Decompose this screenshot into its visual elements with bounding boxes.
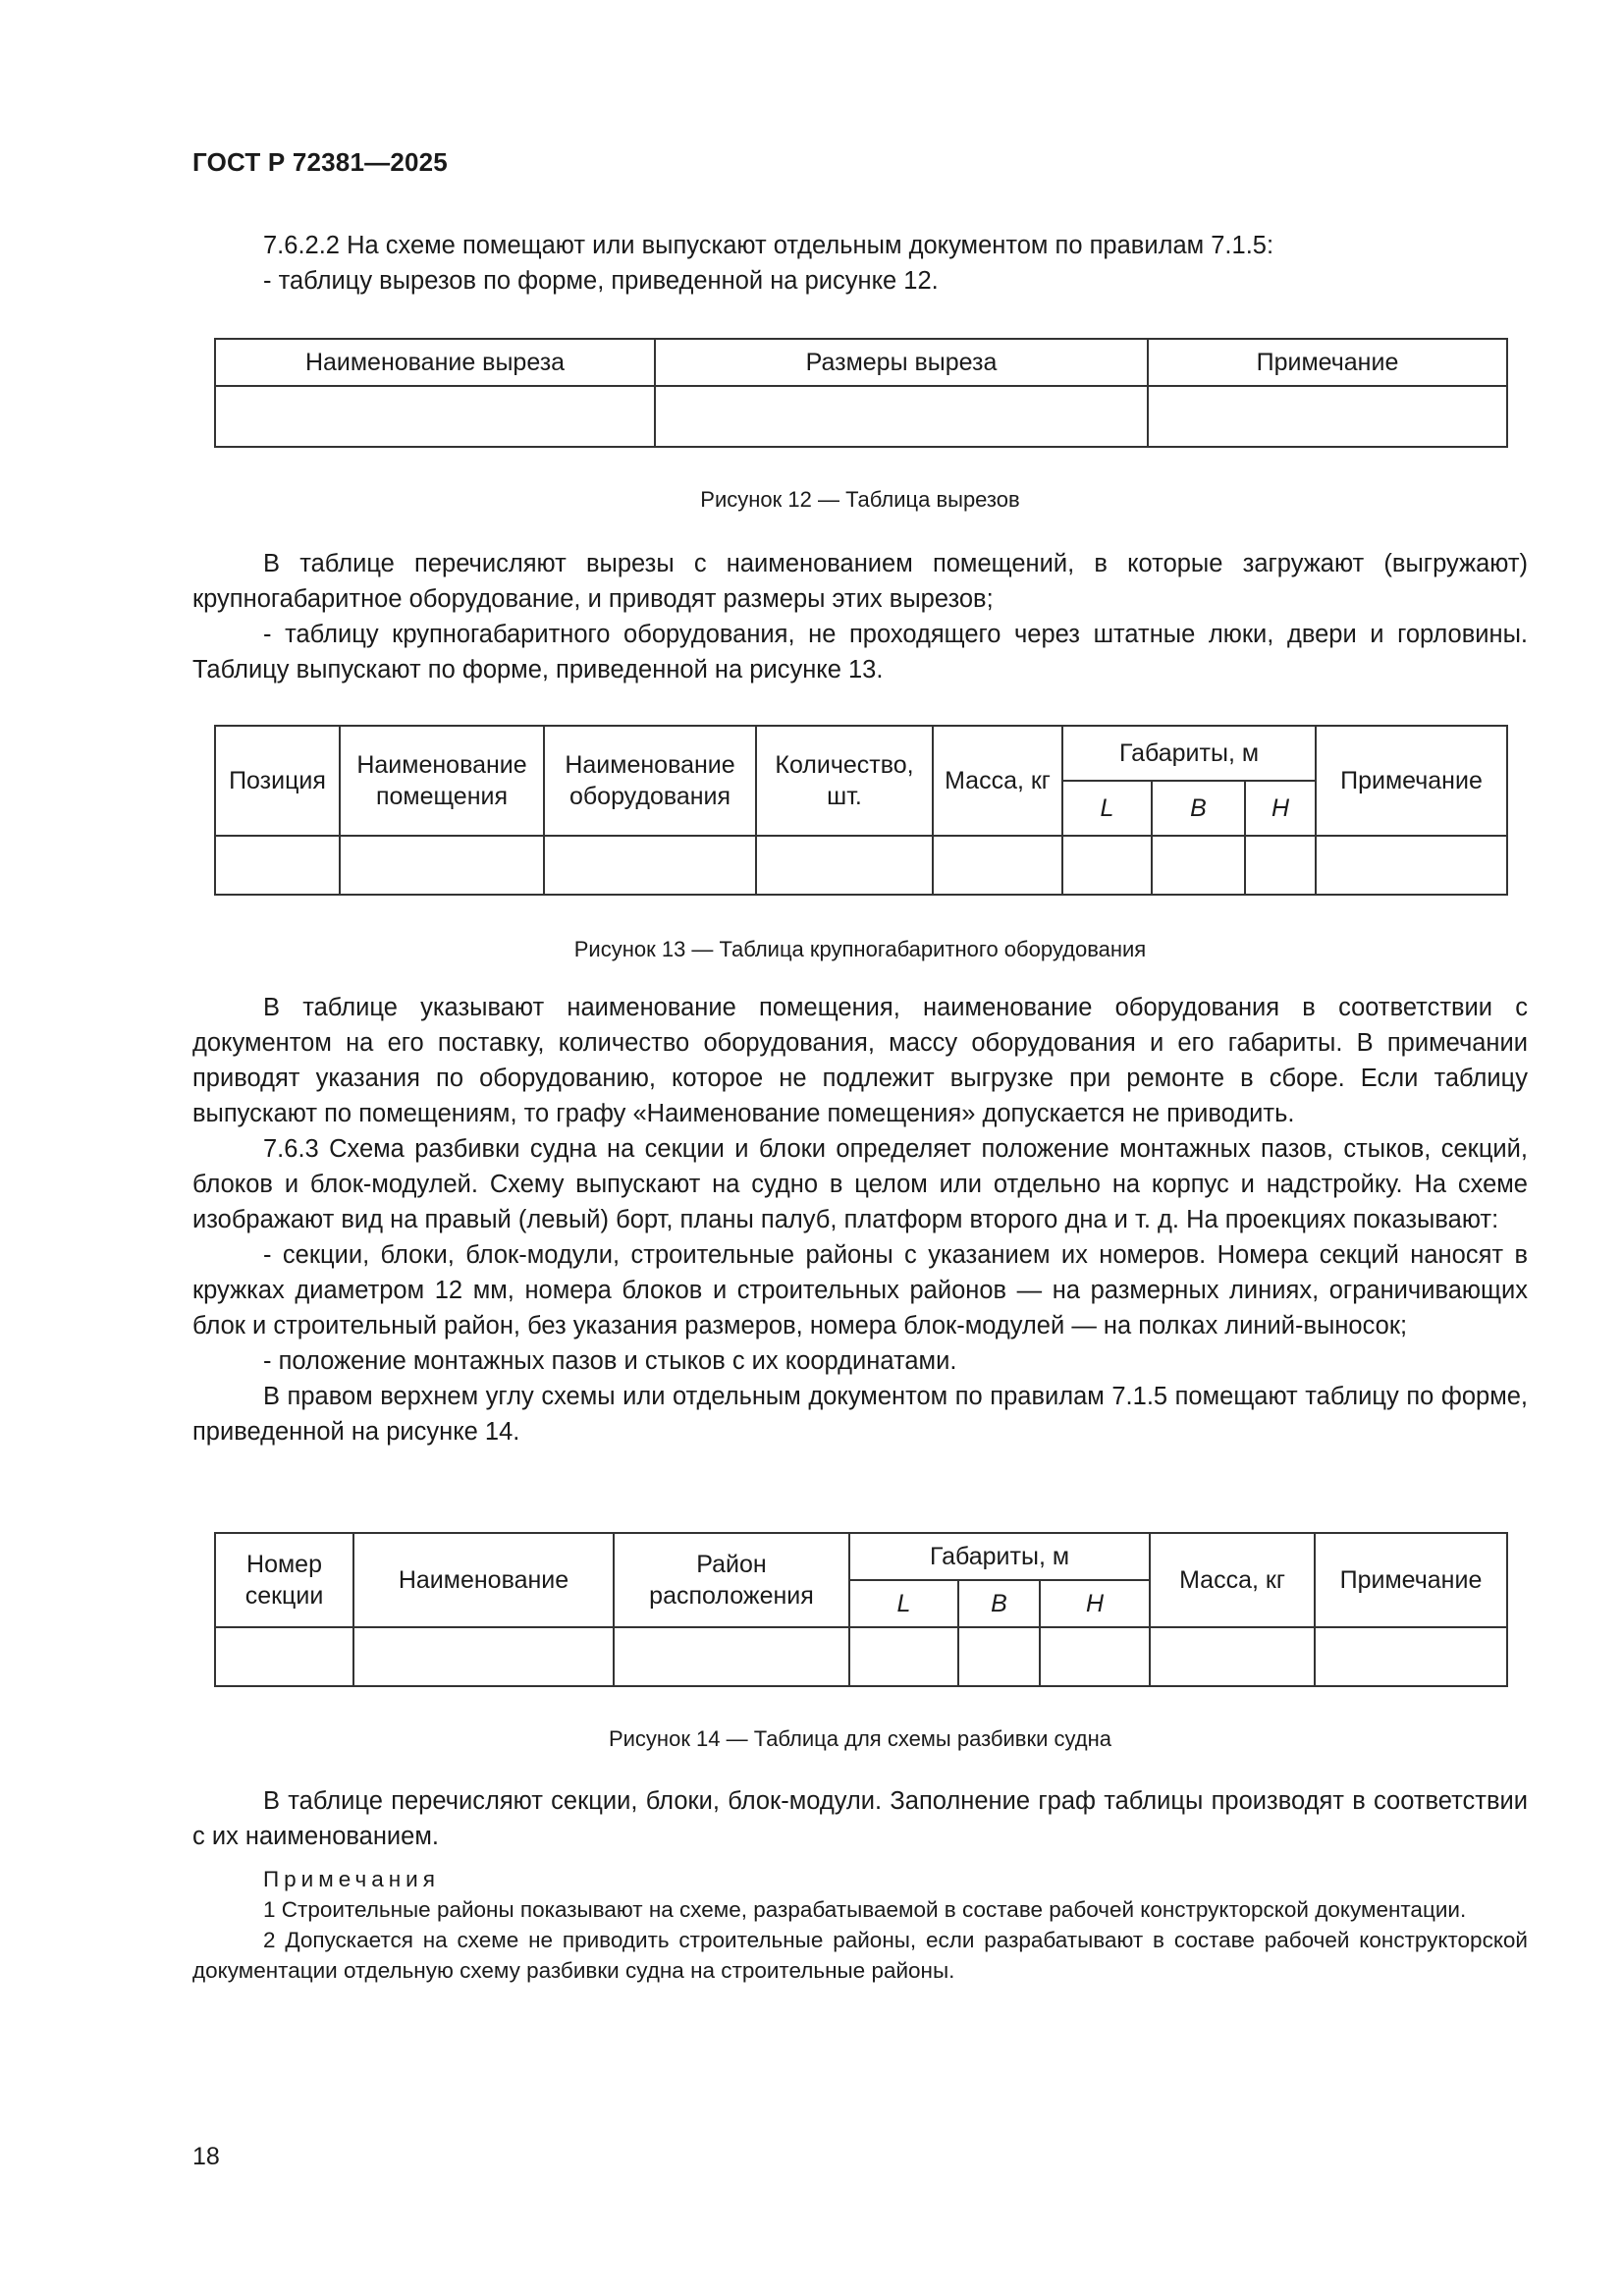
table-cell bbox=[1148, 386, 1507, 447]
figure-14-caption: Рисунок 14 — Таблица для схемы разбивки судна bbox=[608, 1726, 1112, 1751]
list-item: - таблицу крупногабаритного оборудования, не проходящего через штатные люки, двери и горловины. Таблицу выпускают по форме, приведенной на рисунке 13. bbox=[192, 621, 1528, 683]
table-cell bbox=[215, 386, 655, 447]
notes-title: Примечания bbox=[263, 1867, 440, 1891]
table-cell bbox=[933, 836, 1062, 895]
column-header: L bbox=[1062, 781, 1152, 836]
table-cell bbox=[215, 1627, 353, 1686]
note-item: 1 Строительные районы показывают на схеме, разрабатываемой в составе рабочей конструкторской документации. bbox=[263, 1897, 1467, 1922]
section-7-6-2-2 bbox=[192, 228, 1528, 299]
table-cell bbox=[958, 1627, 1040, 1686]
table-cell bbox=[1315, 1627, 1507, 1686]
column-header: Наименование выреза bbox=[215, 339, 655, 386]
figure-13-caption: Рисунок 13 — Таблица крупногабаритного оборудования bbox=[573, 937, 1147, 961]
table-cell bbox=[544, 836, 756, 895]
table-cell bbox=[655, 386, 1148, 447]
table-row bbox=[215, 1627, 1507, 1686]
document-header: ГОСТ Р 72381—2025 bbox=[192, 147, 448, 177]
column-header: Масса, кг bbox=[933, 726, 1062, 836]
column-header: Наименование bbox=[353, 1533, 614, 1627]
paragraph: В таблице перечисляют секции, блоки, блок-модули. Заполнение граф таблицы производят в соответствии с их наименованием. bbox=[192, 1787, 1528, 1850]
column-header: Габариты, м bbox=[849, 1533, 1150, 1580]
list-item: - таблицу вырезов по форме, приведенной на рисунке 12. bbox=[263, 267, 939, 295]
column-header: Номер секции bbox=[215, 1533, 353, 1627]
table-cell bbox=[849, 1627, 958, 1686]
column-header: Количество, шт. bbox=[756, 726, 933, 836]
column-header: Размеры выреза bbox=[655, 339, 1148, 386]
table-cell bbox=[1152, 836, 1245, 895]
figure-13-table bbox=[214, 725, 1508, 896]
list-item: - положение монтажных пазов и стыков с их координатами. bbox=[263, 1347, 957, 1375]
paragraph-block-4 bbox=[192, 1783, 1528, 1854]
table-cell bbox=[1316, 836, 1507, 895]
paragraph: В правом верхнем углу схемы или отдельным документом по правилам 7.1.5 помещают таблицу по форме, приведенной на рисунке 14. bbox=[192, 1383, 1528, 1446]
column-header: L bbox=[849, 1580, 958, 1627]
column-header: Наименование помещения bbox=[340, 726, 544, 836]
note-item: 2 Допускается на схеме не приводить строительные районы, если разрабатывают в составе рабочей конструкторской документации отдельную схему разбивки судна на строительные районы. bbox=[192, 1928, 1528, 1983]
paragraph: В таблице перечисляют вырезы с наименованием помещений, в которые загружают (выгружают) крупногабаритное оборудование, и приводят размеры этих вырезов; bbox=[192, 550, 1528, 613]
column-header: Позиция bbox=[215, 726, 340, 836]
column-header: Примечание bbox=[1148, 339, 1507, 386]
column-header: Район расположения bbox=[614, 1533, 849, 1627]
column-header: B bbox=[958, 1580, 1040, 1627]
column-header: B bbox=[1152, 781, 1245, 836]
table-cell bbox=[353, 1627, 614, 1686]
column-header: Примечание bbox=[1315, 1533, 1507, 1627]
column-header: Примечание bbox=[1316, 726, 1507, 836]
list-item: - секции, блоки, блок-модули, строительные районы с указанием их номеров. Номера секций наносят в кружках диаметром 12 мм, номера блоков и строительных районов — на размерных линиях, ограничивающих блок и строительный район, без указания размеров, номера блок-модулей — на полках линий-выносок; bbox=[192, 1241, 1528, 1339]
table-cell bbox=[1040, 1627, 1150, 1686]
table-cell bbox=[1150, 1627, 1315, 1686]
figure-14-table bbox=[214, 1532, 1508, 1687]
page-number: 18 bbox=[192, 2143, 220, 2170]
figure-12-caption: Рисунок 12 — Таблица вырезов bbox=[700, 487, 1020, 512]
table-cell bbox=[215, 836, 340, 895]
table-cell bbox=[1062, 836, 1152, 895]
table-cell bbox=[756, 836, 933, 895]
section-7-6-3 bbox=[192, 990, 1528, 1449]
column-header: Масса, кг bbox=[1150, 1533, 1315, 1627]
column-header: H bbox=[1040, 1580, 1150, 1627]
paragraph: В таблице указывают наименование помещения, наименование оборудования в соответствии с документом на его поставку, количество оборудования, массу оборудования и его габариты. В примечании приводят указания по оборудованию, которое не подлежит выгрузке при ремонте в сборе. Если таблицу выпускают по помещениям, то графу «Наименование помещения» допускается не приводить. bbox=[192, 994, 1528, 1127]
notes-block bbox=[192, 1864, 1528, 1986]
table-row bbox=[215, 386, 1507, 447]
table-cell bbox=[614, 1627, 849, 1686]
column-header: Габариты, м bbox=[1062, 726, 1316, 781]
column-header: H bbox=[1245, 781, 1316, 836]
table-cell bbox=[1245, 836, 1316, 895]
column-header: Наименование оборудования bbox=[544, 726, 756, 836]
table-cell bbox=[340, 836, 544, 895]
paragraph-block-2 bbox=[192, 546, 1528, 687]
paragraph: 7.6.2.2 На схеме помещают или выпускают отдельным документом по правилам 7.1.5: bbox=[263, 232, 1274, 259]
table-row bbox=[215, 836, 1507, 895]
figure-12-table bbox=[214, 338, 1508, 448]
paragraph: 7.6.3 Схема разбивки судна на секции и блоки определяет положение монтажных пазов, стыков, секций, блоков и блок-модулей. Схему выпускают на судно в целом или отдельно на корпус и надстройку. На схеме изображают вид на правый (левый) борт, планы палуб, платформ второго дна и т. д. На проекциях показывают: bbox=[192, 1135, 1528, 1233]
